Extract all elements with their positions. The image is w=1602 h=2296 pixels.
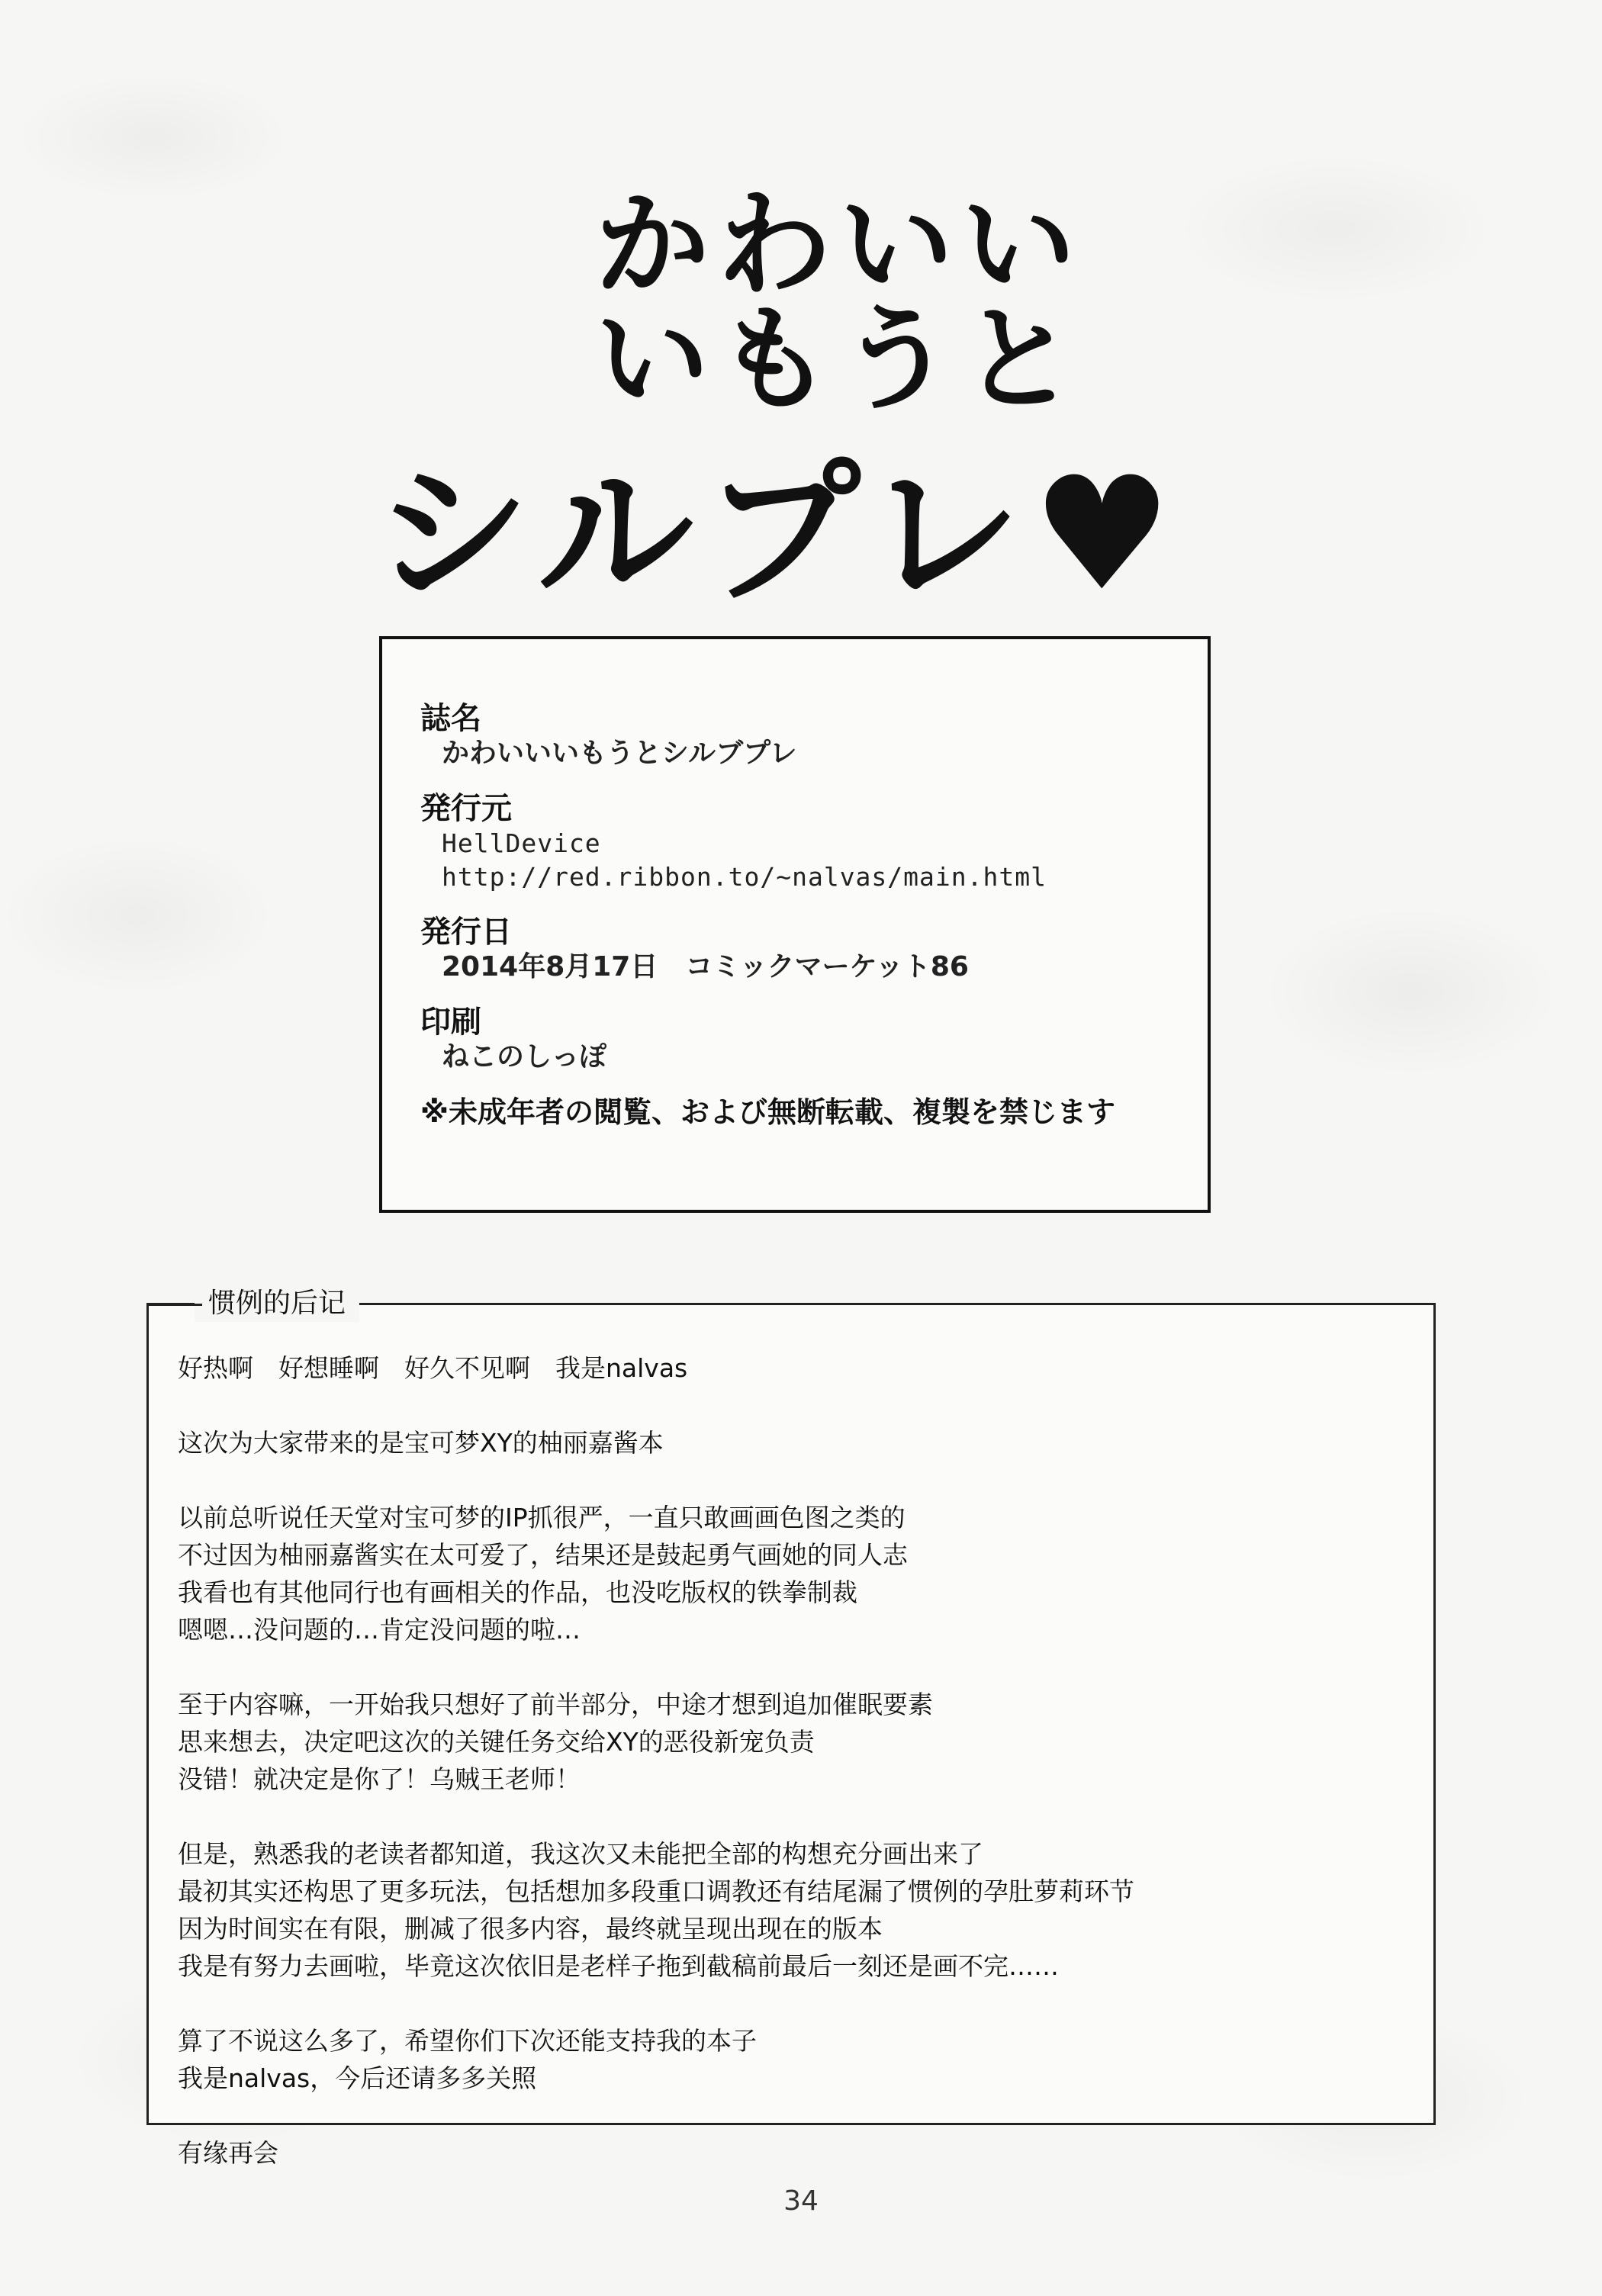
afterword-line: 这次为大家带来的是宝可梦XY的柚丽嘉酱本 [178, 1428, 664, 1458]
publisher-label: 発行元 [420, 791, 512, 826]
publisher-url: http://red.ribbon.to/~nalvas/main.html [442, 862, 1047, 892]
afterword-paragraph [178, 1424, 1406, 1462]
colophon-date [420, 914, 1183, 984]
afterword-line: 我是nalvas，今后还请多多关照 [178, 2063, 537, 2093]
afterword-box [146, 1288, 1436, 2168]
title-line-1: かわいい [595, 179, 1084, 312]
date-value: 2014年8月17日 コミックマーケット86 [442, 951, 969, 982]
title-line-3: シルプレ♥ [374, 444, 1183, 625]
afterword-line: 没错！就决定是你了！乌贼王老师！ [178, 1764, 581, 1794]
afterword-line: 嗯嗯…没问题的…肯定没问题的啦… [178, 1615, 581, 1645]
page-number: 34 [783, 2185, 819, 2217]
colophon-box [379, 636, 1211, 1213]
afterword-paragraph [178, 2134, 1406, 2172]
book-title-logo [374, 153, 1259, 625]
afterword-line: 思来想去，决定吧这次的关键任务交给XY的恶役新宠负责 [178, 1727, 815, 1757]
afterword-title: 惯例的后记 [195, 1285, 359, 1322]
afterword-line: 但是，熟悉我的老读者都知道，我这次又未能把全部的构想充分画出来了 [178, 1839, 983, 1869]
print-label: 印刷 [420, 1005, 481, 1040]
colophon-print [420, 1004, 1183, 1074]
publisher-name: HellDevice [442, 828, 601, 858]
print-value: ねこのしっぽ [442, 1041, 607, 1072]
magazine-label: 誌名 [420, 701, 481, 736]
afterword-line: 至于内容嘛，一开始我只想好了前半部分，中途才想到追加催眠要素 [178, 1690, 933, 1719]
colophon-publisher [420, 790, 1183, 894]
afterword-paragraph [178, 1686, 1406, 1798]
afterword-line: 算了不说这么多了，希望你们下次还能支持我的本子 [178, 2026, 757, 2056]
colophon-magazine [420, 700, 1183, 770]
afterword-paragraph [178, 1835, 1406, 1985]
colophon-content [420, 700, 1183, 1130]
legal-notice: ※未成年者の閲覧、および無断転載、複製を禁じます [420, 1095, 1115, 1129]
afterword-paragraph [178, 2022, 1406, 2097]
afterword-line: 我是有努力去画啦，毕竟这次依旧是老样子拖到截稿前最后一刻还是画不完…… [178, 1951, 1059, 1981]
magazine-value: かわいいいもうとシルブプレ [442, 738, 797, 769]
afterword-line: 好热啊 好想睡啊 好久不见啊 我是nalvas [178, 1353, 688, 1383]
title-line-2: いもうと [595, 294, 1084, 426]
date-label: 発行日 [420, 915, 512, 950]
afterword-body [178, 1349, 1406, 2209]
afterword-paragraph [178, 1499, 1406, 1648]
afterword-line: 因为时间实在有限，删减了很多内容，最终就呈现出现在的版本 [178, 1914, 883, 1944]
afterword-line: 最初其实还构思了更多玩法，包括想加多段重口调教还有结尾漏了惯例的孕肚萝莉环节 [178, 1876, 1134, 1906]
afterword-line: 有缘再会 [178, 2138, 278, 2168]
afterword-line: 不过因为柚丽嘉酱实在太可爱了，结果还是鼓起勇气画她的同人志 [178, 1540, 908, 1570]
afterword-line: 以前总听说任天堂对宝可梦的IP抓很严，一直只敢画画色图之类的 [178, 1503, 906, 1532]
afterword-line: 我看也有其他同行也有画相关的作品，也没吃版权的铁拳制裁 [178, 1577, 857, 1607]
afterword-paragraph [178, 1349, 1406, 1387]
